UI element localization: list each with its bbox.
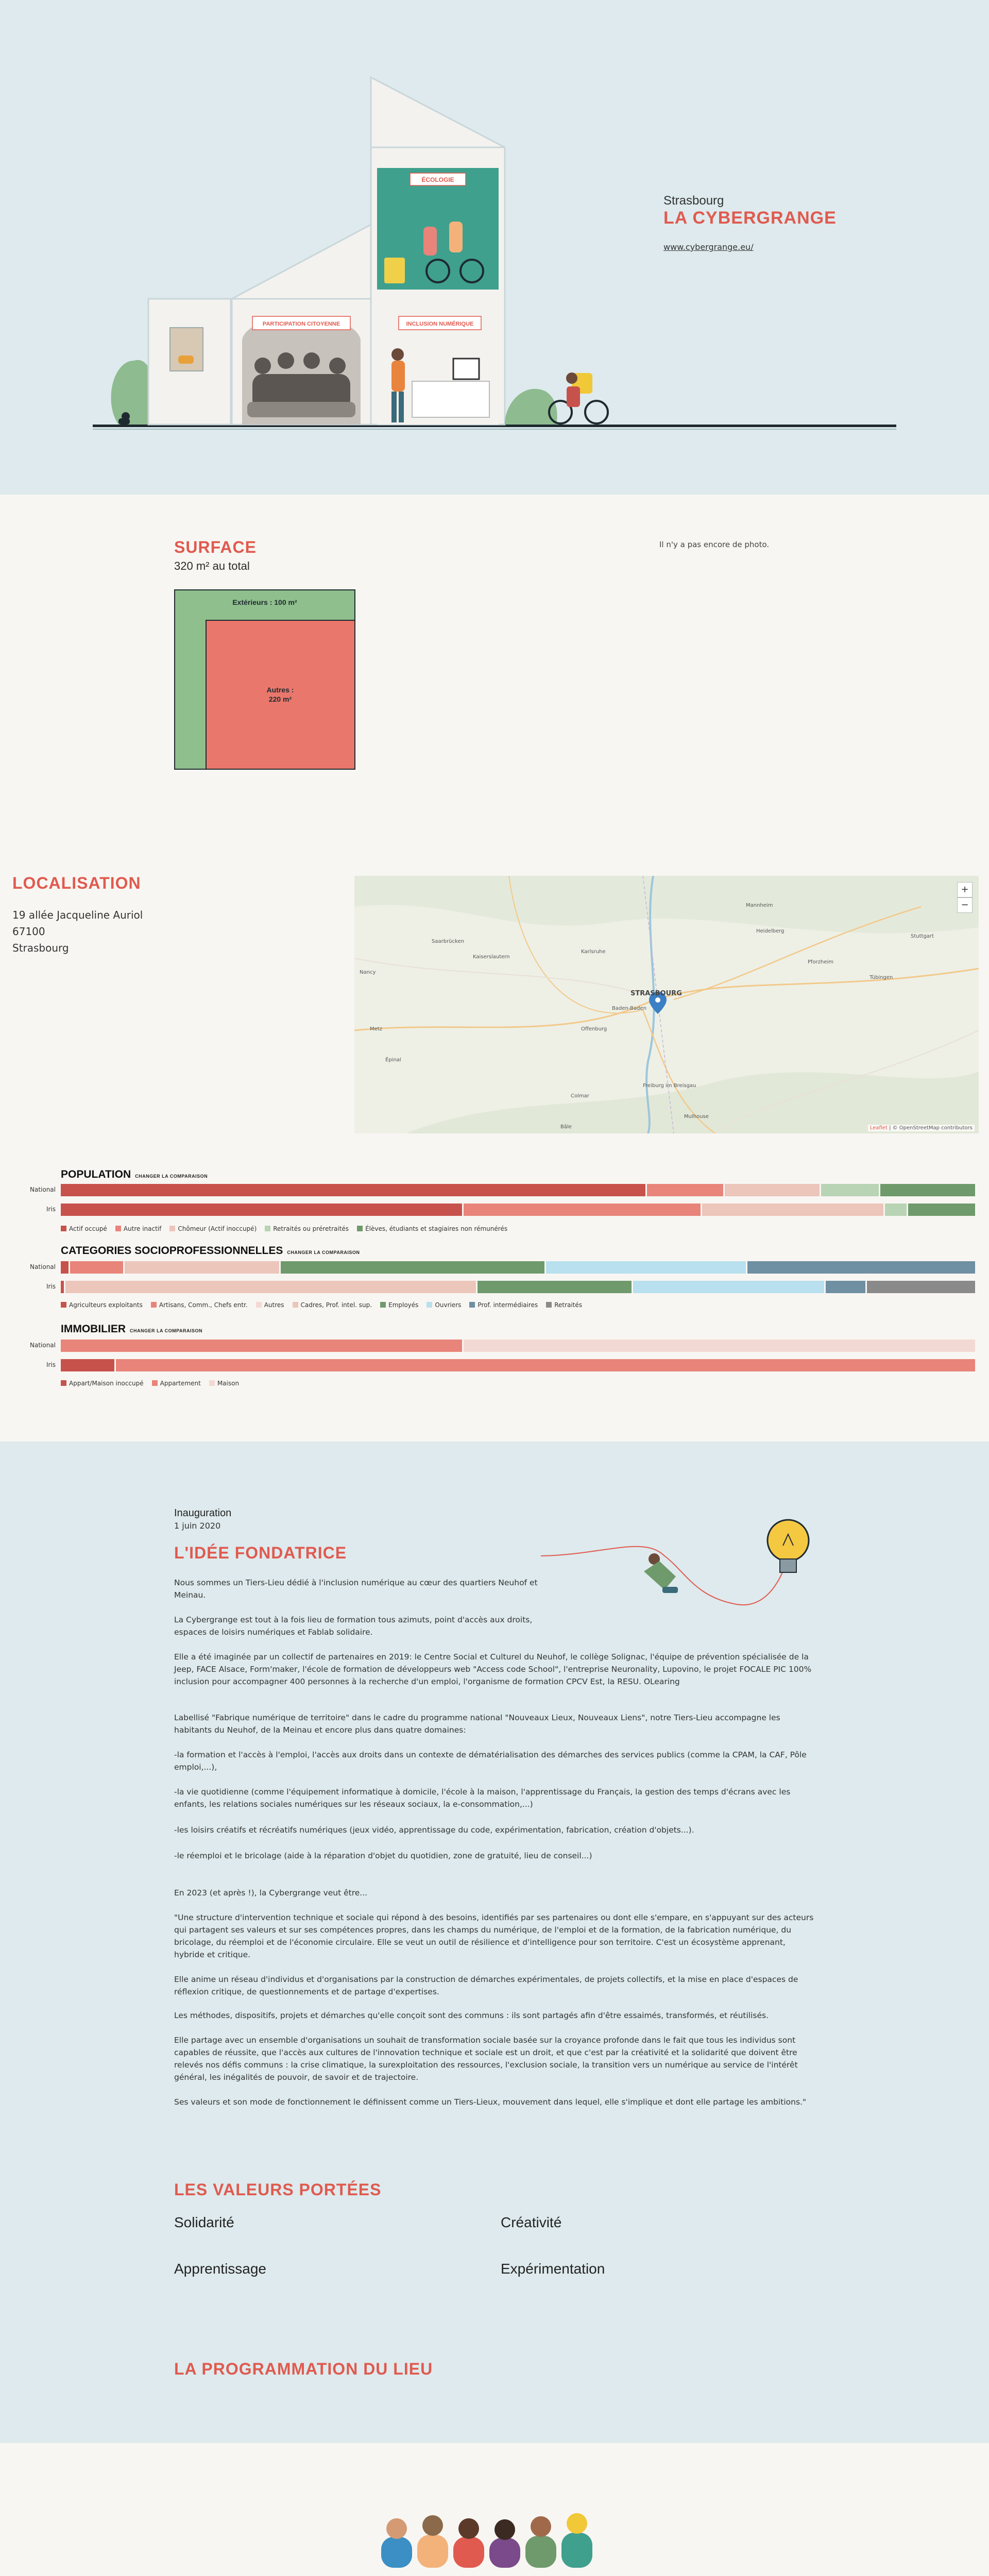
map-zoom-in-button[interactable]: + [957, 882, 973, 897]
csp-legend-label: Retraités [554, 1301, 583, 1309]
population-legend-label: Chômeur (Actif inoccupé) [178, 1225, 257, 1232]
map-place-label: Pforzheim [808, 959, 834, 965]
csp-compare-button[interactable]: CHANGER LA COMPARAISON [287, 1250, 360, 1255]
csp-national-label: National [29, 1263, 56, 1270]
surface-autres-label-1: Autres : [266, 686, 294, 694]
csp-legend-swatch [256, 1302, 262, 1308]
csp-legend-label: Ouvriers [435, 1301, 462, 1309]
csp-legend-swatch [61, 1302, 66, 1308]
population-national-label: National [29, 1186, 56, 1193]
immobilier-legend-swatch [61, 1380, 66, 1386]
csp-legend-label: Agriculteurs exploitants [69, 1301, 143, 1309]
idee-paragraph-8: -le réemploi et le bricolage (aide à la réparation d'objet du quotidien, zone de gratuité, lieu de conseil...) [174, 1851, 592, 1860]
idee-paragraph-13: Elle partage avec un ensemble d'organisations un souhait de transformation sociale basée sur la croyance profonde dans le fait que tous les individus sont capables de réussite, que l'accès aux cultures de l'innovation technique et sociale est un droit, et que c'est par la créativité et la solidarité que doivent être relevés nos défis communs : la crise climatique, la surexploitation des ressources, l'exclusion sociale, la transition vers un numérique au service de l'intérêt général, les inégalités de pouvoir, de savoir et de trajectoire. [174, 2036, 798, 2082]
csp-legend-item [61, 1301, 143, 1309]
idee-paragraph-11: Elle anime un réseau d'individus et d'organisations par la construction de démarches expérimentales, de projets collectifs, et la mise en place d'espaces de réflexion critique, de questionnements et de partage d'expertises. [174, 1975, 798, 1996]
csp-legend-item [427, 1301, 461, 1309]
map-place-label: Metz [370, 1026, 382, 1032]
population-title [61, 1168, 208, 1181]
population-legend-swatch [115, 1226, 121, 1231]
csp-legend-item [469, 1301, 538, 1309]
csp-national-segment-4 [125, 1261, 280, 1274]
map-city-label: STRASBOURG [630, 990, 682, 997]
address-city: Strasbourg [12, 942, 69, 954]
idee-paragraph-1: Nous sommes un Tiers-Lieu dédié à l'inclusion numérique au cœur des quartiers Neuhof et Meinau. [174, 1578, 538, 1600]
map-tiles [354, 876, 979, 1133]
csp-title-text: CATEGORIES SOCIOPROFESSIONNELLES [61, 1245, 283, 1257]
surface-exterieurs-label: Extérieurs : 100 m² [232, 598, 297, 606]
csp-local-label: Iris [46, 1283, 56, 1290]
csp-legend-swatch [151, 1302, 157, 1308]
immobilier-local-segment-1 [61, 1359, 116, 1371]
population-local-segment-3 [702, 1204, 885, 1216]
address-postcode: 67100 [12, 925, 45, 938]
population-legend-swatch [61, 1226, 66, 1231]
valeur-creativite: Créativité [501, 2214, 562, 2230]
population-national-segment-2 [647, 1184, 725, 1196]
valeur-solidarite: Solidarité [174, 2214, 234, 2230]
csp-legend-item [546, 1301, 582, 1309]
population-legend-item [169, 1225, 257, 1232]
csp-legend-item [256, 1301, 284, 1309]
population-legend-label: Autre inactif [123, 1225, 162, 1232]
immobilier-national-bar [61, 1340, 977, 1352]
population-local-bar [61, 1204, 977, 1216]
population-legend-label: Élèves, étudiants et stagiaires non rémunérés [365, 1225, 508, 1232]
csp-local-segment-7 [826, 1281, 867, 1293]
idee-paragraph-10: "Une structure d'intervention technique et sociale qui répond à des besoins, identifiés par ses partenaires ou dont elle s'empare, en s'appuyant sur des acteurs qui partagent ses valeurs et sur ses compétences propres, dans les champs du numérique, de l'emploi et de la formation, de la fabrication numérique, du bricolage, du réemploi et de l'économie circulaire. Elle se veut un outil de résilience et d'intelligence pour son territoire. C'est un écosystème apprenant, hybride et critique. [174, 1913, 814, 1959]
valeurs-title: LES VALEURS PORTÉES [174, 2180, 382, 2199]
map-place-label: Freiburg im Breisgau [643, 1083, 696, 1089]
population-legend-item [61, 1225, 107, 1232]
idee-paragraph-6: -la vie quotidienne (comme l'équipement informatique à domicile, l'école à la maison, l'apprentissage du Français, la gestion des temps d'écrans avec les enfants, les relations sociales numériques sur les réseaux sociaux, la e-consommation,...) [174, 1787, 791, 1809]
population-local-segment-1 [61, 1204, 464, 1216]
population-local-segment-2 [464, 1204, 702, 1216]
population-national-segment-1 [61, 1184, 647, 1196]
immobilier-title-text: IMMOBILIER [61, 1323, 126, 1335]
immobilier-legend-label: Maison [217, 1380, 240, 1387]
immobilier-legend-item [61, 1380, 144, 1387]
idee-paragraph-7: -les loisirs créatifs et récréatifs numériques (jeux vidéo, apprentissage du code, expérimentation, fabrication, création d'objets...). [174, 1825, 694, 1835]
csp-local-segment-1 [61, 1281, 65, 1293]
csp-legend-item [151, 1301, 248, 1309]
map-place-label: Stuttgart [911, 934, 934, 939]
surface-title: SURFACE [174, 538, 257, 556]
csp-national-segment-2 [70, 1261, 125, 1274]
csp-national-segment-6 [546, 1261, 747, 1274]
valeur-apprentissage: Apprentissage [174, 2261, 267, 2277]
csp-legend-label: Autres [264, 1301, 284, 1309]
room-label-ecologie: ÉCOLOGIE [421, 176, 454, 183]
address-street: 19 allée Jacqueline Auriol [12, 909, 143, 921]
population-national-segment-4 [821, 1184, 881, 1196]
surface-autres-label-2: 220 m² [268, 695, 292, 703]
csp-national-segment-1 [61, 1261, 70, 1274]
programmation-title: LA PROGRAMMATION DU LIEU [174, 2360, 433, 2378]
csp-local-segment-4 [65, 1281, 478, 1293]
venue-city: Strasbourg [663, 194, 724, 208]
immobilier-national-label: National [29, 1342, 56, 1349]
population-legend-item [357, 1225, 507, 1232]
person-pulling-icon [644, 1553, 678, 1593]
address-block [12, 907, 143, 956]
map-place-label: Heidelberg [756, 928, 785, 934]
map-place-label: Baden-Baden [612, 1006, 646, 1011]
localisation-title: LOCALISATION [12, 874, 141, 892]
immobilier-national-segment-3 [464, 1340, 977, 1352]
population-compare-button[interactable]: CHANGER LA COMPARAISON [135, 1174, 208, 1179]
csp-national-segment-7 [747, 1261, 977, 1274]
population-legend [61, 1225, 507, 1232]
map-place-label: Offenburg [581, 1026, 607, 1032]
people-group-icon [381, 2513, 592, 2568]
room-label-inclusion: INCLUSION NUMÉRIQUE [406, 321, 474, 327]
map-place-label: Nancy [360, 970, 376, 975]
csp-legend-swatch [380, 1302, 386, 1308]
population-legend-swatch [357, 1226, 363, 1231]
immobilier-local-segment-2 [116, 1359, 977, 1371]
map-place-label: Saarbrücken [432, 939, 464, 944]
map-place-label: Kaiserslautern [473, 954, 510, 960]
immobilier-title [61, 1323, 202, 1335]
population-local-label: Iris [46, 1206, 56, 1213]
surface-total: 320 m² au total [174, 560, 250, 572]
lightbulb-illustration [541, 1494, 829, 1628]
csp-legend-swatch [469, 1302, 475, 1308]
valeur-experimentation: Expérimentation [501, 2261, 605, 2277]
map-place-label: Épinal [385, 1057, 401, 1063]
idee-paragraph-2: La Cybergrange est tout à la fois lieu de formation tous azimuts, point d'accès aux droits, espaces de loisirs numériques et Fablab solidaire. [174, 1615, 533, 1637]
idee-paragraph-5: -la formation et l'accès à l'emploi, l'accès aux droits dans un contexte de dématérialisation des démarches des services publics (comme la CPAM, la CAF, Pôle emploi,...), [174, 1750, 807, 1772]
immobilier-legend-label: Appart/Maison inoccupé [69, 1380, 144, 1387]
location-map[interactable] [354, 876, 979, 1133]
house-illustration [82, 72, 907, 443]
csp-legend-label: Cadres, Prof. intel. sup. [300, 1301, 372, 1309]
csp-legend-label: Artisans, Comm., Chefs entr. [159, 1301, 248, 1309]
idee-paragraph-14: Ses valeurs et son mode de fonctionnement le définissent comme un Tiers-Lieux, mouvement dans lequel, elle s'implique et dont elle partage les ambitions." [174, 2097, 807, 2107]
map-place-label: Bâle [560, 1124, 572, 1130]
population-national-bar [61, 1184, 977, 1196]
population-national-segment-5 [880, 1184, 977, 1196]
map-place-label: Colmar [571, 1093, 589, 1099]
immobilier-legend [61, 1380, 239, 1387]
map-place-label: Mulhouse [684, 1114, 709, 1120]
csp-local-bar [61, 1281, 977, 1293]
population-legend-swatch [169, 1226, 175, 1231]
population-local-segment-4 [885, 1204, 908, 1216]
idee-paragraph-3: Elle a été imaginée par un collectif de partenaires en 2019: le Centre Social et Culturel du Neuhof, le collège Solignac, l'équipe de prévention spécialisée de la Jeep, FACE Alsace, Form'maker, l'école de formation de développeurs web "Access code School", l'entreprise Neuronality, Lupovino, le projet FOCALE PIC 100% inclusion pour accompagner 400 personnes à la recherche d'un emploi, l'organisme de formation CPCV Est, la RESU. OLearing [174, 1652, 812, 1686]
idee-title: L'IDÉE FONDATRICE [174, 1544, 347, 1562]
map-place-label: Tübingen [869, 975, 893, 980]
population-legend-item [265, 1225, 349, 1232]
map-zoom-out-button[interactable]: − [957, 897, 973, 913]
csp-national-segment-5 [281, 1261, 547, 1274]
csp-local-segment-8 [867, 1281, 977, 1293]
idee-paragraph-9: En 2023 (et après !), la Cybergrange veut être... [174, 1888, 368, 1897]
venue-website-link[interactable]: www.cybergrange.eu/ [663, 242, 754, 252]
idee-paragraph-12: Les méthodes, dispositifs, projets et démarches qu'elle conçoit sont des communs : ils sont partagés afin d'être essaimés, transformés, et réutilisés. [174, 2011, 769, 2020]
surface-chart [174, 589, 355, 770]
csp-legend-item [380, 1301, 418, 1309]
population-legend-item [115, 1225, 162, 1232]
immobilier-national-segment-2 [61, 1340, 464, 1352]
csp-legend-swatch [293, 1302, 298, 1308]
immobilier-legend-label: Appartement [160, 1380, 201, 1387]
immobilier-legend-item [152, 1380, 201, 1387]
csp-legend [61, 1301, 582, 1309]
csp-legend-label: Prof. intermédiaires [478, 1301, 538, 1309]
inauguration-date: 1 juin 2020 [174, 1521, 221, 1531]
people-group-illustration [376, 2506, 613, 2568]
csp-local-segment-6 [633, 1281, 825, 1293]
csp-legend-swatch [427, 1302, 432, 1308]
csp-legend-item [293, 1301, 372, 1309]
no-photo-message: Il n'y a pas encore de photo. [659, 540, 770, 549]
immobilier-compare-button[interactable]: CHANGER LA COMPARAISON [130, 1328, 202, 1333]
population-national-segment-3 [725, 1184, 821, 1196]
venue-name: LA CYBERGRANGE [663, 208, 837, 228]
immobilier-legend-item [209, 1380, 239, 1387]
population-legend-label: Actif occupé [69, 1225, 107, 1232]
map-place-label: Mannheim [746, 903, 773, 908]
leaflet-link[interactable]: Leaflet [869, 1125, 888, 1131]
immobilier-local-label: Iris [46, 1361, 56, 1368]
map-attribution [868, 1125, 975, 1131]
csp-national-bar [61, 1261, 977, 1274]
csp-local-segment-5 [478, 1281, 633, 1293]
immobilier-local-bar [61, 1359, 977, 1371]
population-local-segment-5 [908, 1204, 977, 1216]
csp-title [61, 1245, 360, 1257]
osm-attribution: | © OpenStreetMap contributors [889, 1125, 973, 1131]
inauguration-label: Inauguration [174, 1507, 232, 1519]
population-title-text: POPULATION [61, 1168, 131, 1180]
immobilier-legend-swatch [209, 1380, 215, 1386]
csp-legend-swatch [546, 1302, 552, 1308]
room-label-participation: PARTICIPATION CITOYENNE [262, 321, 340, 327]
idee-paragraph-4: Labellisé "Fabrique numérique de territoire" dans le cadre du programme national "Nouveaux Lieux, Nouveaux Liens", notre Tiers-Lieu accompagne les habitants du Neuhof, de la Meinau et encore plus dans quatre domaines: [174, 1713, 780, 1735]
population-legend-swatch [265, 1226, 270, 1231]
lightbulb-icon [768, 1520, 809, 1572]
map-place-label: Karlsruhe [581, 949, 606, 955]
immobilier-legend-swatch [152, 1380, 158, 1386]
population-legend-label: Retraités ou préretraités [273, 1225, 349, 1232]
csp-legend-label: Employés [388, 1301, 419, 1309]
